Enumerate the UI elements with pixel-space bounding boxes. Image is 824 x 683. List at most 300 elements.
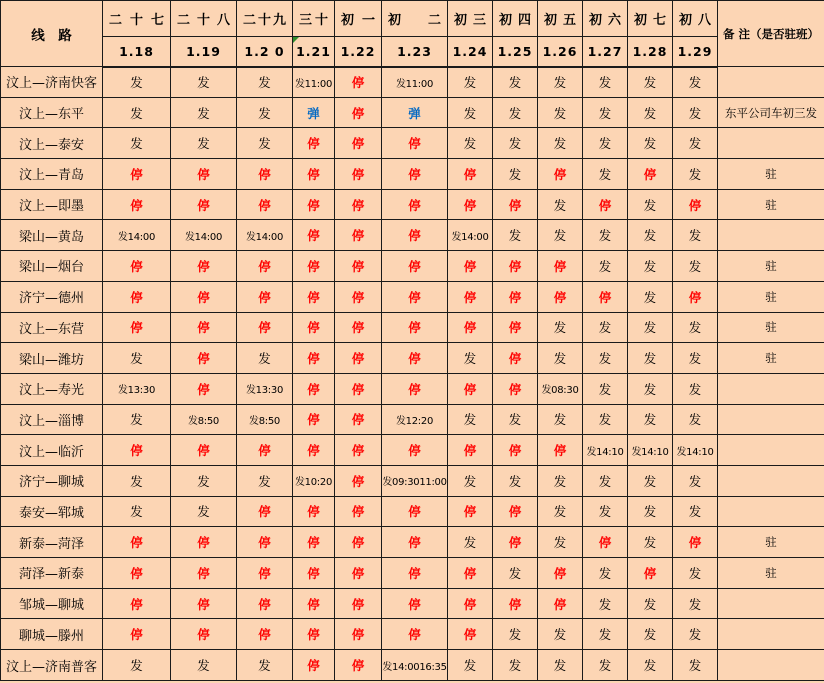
remark-cell[interactable]: 驻 xyxy=(718,251,824,282)
route-cell[interactable]: 汶上—寿光 xyxy=(1,373,103,404)
schedule-cell[interactable]: 停 xyxy=(335,435,382,466)
schedule-cell[interactable]: 发 xyxy=(673,373,718,404)
schedule-cell[interactable]: 停 xyxy=(448,159,493,190)
remark-cell[interactable] xyxy=(718,588,824,619)
schedule-cell[interactable]: 发11:00 xyxy=(293,67,335,98)
schedule-cell[interactable]: 停 xyxy=(335,404,382,435)
date-header-cell[interactable]: 1.22 xyxy=(335,37,382,67)
schedule-cell[interactable]: 发 xyxy=(171,67,237,98)
schedule-cell[interactable]: 停 xyxy=(448,435,493,466)
schedule-cell[interactable]: 停 xyxy=(171,312,237,343)
schedule-cell[interactable]: 停 xyxy=(448,496,493,527)
schedule-cell[interactable]: 发 xyxy=(673,619,718,650)
remark-cell[interactable] xyxy=(718,619,824,650)
schedule-cell[interactable]: 发 xyxy=(583,128,628,159)
schedule-cell[interactable]: 停 xyxy=(673,189,718,220)
schedule-cell[interactable]: 发 xyxy=(583,404,628,435)
remark-cell[interactable]: 东平公司车初三发 xyxy=(718,97,824,128)
schedule-cell[interactable]: 发 xyxy=(673,67,718,98)
day-header-cell[interactable]: 初八 xyxy=(673,1,718,37)
schedule-cell[interactable]: 停 xyxy=(382,373,448,404)
schedule-cell[interactable]: 发 xyxy=(103,404,171,435)
schedule-cell[interactable]: 停 xyxy=(335,251,382,282)
schedule-cell[interactable]: 停 xyxy=(335,558,382,589)
date-header-cell[interactable]: 1.27 xyxy=(583,37,628,67)
schedule-cell[interactable]: 发09:3011:00 xyxy=(382,465,448,496)
schedule-cell[interactable]: 发08:30 xyxy=(538,373,583,404)
schedule-cell[interactable]: 停 xyxy=(293,159,335,190)
schedule-cell[interactable]: 发 xyxy=(448,97,493,128)
schedule-cell[interactable]: 停 xyxy=(293,650,335,681)
schedule-cell[interactable]: 停 xyxy=(293,619,335,650)
schedule-cell[interactable]: 发12:20 xyxy=(382,404,448,435)
remark-cell[interactable]: 驻 xyxy=(718,343,824,374)
schedule-cell[interactable]: 停 xyxy=(382,220,448,251)
schedule-cell[interactable]: 发 xyxy=(538,312,583,343)
schedule-cell[interactable]: 停 xyxy=(448,619,493,650)
schedule-cell[interactable]: 发 xyxy=(538,527,583,558)
day-header-cell[interactable]: 初三 xyxy=(448,1,493,37)
schedule-cell[interactable]: 停 xyxy=(293,496,335,527)
schedule-cell[interactable]: 发 xyxy=(673,128,718,159)
route-cell[interactable]: 汶上—济南快客 xyxy=(1,67,103,98)
schedule-cell[interactable]: 停 xyxy=(673,527,718,558)
schedule-cell[interactable]: 停 xyxy=(335,159,382,190)
schedule-cell[interactable]: 发 xyxy=(538,343,583,374)
route-cell[interactable]: 汶上—青岛 xyxy=(1,159,103,190)
day-header-cell[interactable]: 初五 xyxy=(538,1,583,37)
route-cell[interactable]: 聊城—滕州 xyxy=(1,619,103,650)
schedule-cell[interactable]: 停 xyxy=(293,404,335,435)
schedule-cell[interactable]: 发 xyxy=(538,619,583,650)
schedule-cell[interactable]: 停 xyxy=(103,435,171,466)
schedule-cell[interactable]: 停 xyxy=(103,189,171,220)
schedule-cell[interactable]: 停 xyxy=(103,251,171,282)
schedule-cell[interactable]: 发 xyxy=(538,97,583,128)
schedule-cell[interactable]: 发 xyxy=(103,97,171,128)
schedule-cell[interactable]: 停 xyxy=(382,343,448,374)
schedule-cell[interactable]: 发 xyxy=(673,496,718,527)
schedule-cell[interactable]: 停 xyxy=(293,527,335,558)
route-cell[interactable]: 汶上—济南普客 xyxy=(1,650,103,681)
schedule-cell[interactable]: 发 xyxy=(583,588,628,619)
schedule-cell[interactable]: 停 xyxy=(335,97,382,128)
schedule-cell[interactable]: 发 xyxy=(673,97,718,128)
schedule-cell[interactable]: 发 xyxy=(237,343,293,374)
route-cell[interactable]: 新泰—菏泽 xyxy=(1,527,103,558)
schedule-cell[interactable]: 停 xyxy=(335,281,382,312)
schedule-cell[interactable]: 发 xyxy=(538,189,583,220)
schedule-cell[interactable]: 停 xyxy=(382,281,448,312)
schedule-cell[interactable]: 发13:30 xyxy=(103,373,171,404)
schedule-cell[interactable]: 停 xyxy=(382,435,448,466)
schedule-cell[interactable]: 发 xyxy=(628,251,673,282)
schedule-cell[interactable]: 发 xyxy=(583,619,628,650)
schedule-cell[interactable]: 发 xyxy=(628,650,673,681)
schedule-cell[interactable]: 停 xyxy=(171,373,237,404)
route-cell[interactable]: 济宁—聊城 xyxy=(1,465,103,496)
schedule-cell[interactable]: 停 xyxy=(382,588,448,619)
schedule-cell[interactable]: 停 xyxy=(293,281,335,312)
schedule-cell[interactable]: 发 xyxy=(538,404,583,435)
schedule-cell[interactable]: 发 xyxy=(493,220,538,251)
schedule-cell[interactable]: 停 xyxy=(448,251,493,282)
schedule-cell[interactable]: 发 xyxy=(448,128,493,159)
schedule-cell[interactable]: 停 xyxy=(673,281,718,312)
date-header-cell[interactable]: 1.29 xyxy=(673,37,718,67)
schedule-cell[interactable]: 发 xyxy=(628,67,673,98)
schedule-cell[interactable]: 停 xyxy=(382,312,448,343)
remark-cell[interactable] xyxy=(718,220,824,251)
schedule-cell[interactable]: 停 xyxy=(293,128,335,159)
schedule-cell[interactable]: 停 xyxy=(628,159,673,190)
schedule-cell[interactable]: 停 xyxy=(583,189,628,220)
date-header-cell[interactable]: 1.18 xyxy=(103,37,171,67)
schedule-cell[interactable]: 发 xyxy=(673,343,718,374)
schedule-cell[interactable]: 停 xyxy=(538,588,583,619)
schedule-cell[interactable]: 停 xyxy=(171,189,237,220)
schedule-cell[interactable]: 发 xyxy=(628,527,673,558)
schedule-cell[interactable]: 停 xyxy=(448,189,493,220)
schedule-cell[interactable]: 停 xyxy=(335,496,382,527)
schedule-cell[interactable]: 发 xyxy=(103,496,171,527)
date-header-cell[interactable]: 1.26 xyxy=(538,37,583,67)
schedule-cell[interactable]: 发 xyxy=(673,159,718,190)
remark-cell[interactable]: 驻 xyxy=(718,159,824,190)
schedule-cell[interactable]: 停 xyxy=(237,312,293,343)
schedule-cell[interactable]: 停 xyxy=(493,281,538,312)
schedule-cell[interactable]: 停 xyxy=(293,435,335,466)
schedule-cell[interactable]: 停 xyxy=(237,527,293,558)
schedule-cell[interactable]: 停 xyxy=(538,281,583,312)
schedule-cell[interactable]: 停 xyxy=(237,189,293,220)
schedule-cell[interactable]: 发 xyxy=(171,650,237,681)
schedule-cell[interactable]: 发 xyxy=(583,312,628,343)
schedule-cell[interactable]: 停 xyxy=(493,312,538,343)
remark-cell[interactable] xyxy=(718,128,824,159)
schedule-cell[interactable]: 发 xyxy=(538,496,583,527)
schedule-cell[interactable]: 发 xyxy=(583,465,628,496)
route-cell[interactable]: 梁山—黄岛 xyxy=(1,220,103,251)
schedule-cell[interactable]: 停 xyxy=(335,650,382,681)
day-header-cell[interactable]: 初四 xyxy=(493,1,538,37)
schedule-cell[interactable]: 发8:50 xyxy=(171,404,237,435)
day-header-cell[interactable]: 初二 xyxy=(382,1,448,37)
route-cell[interactable]: 汶上—临沂 xyxy=(1,435,103,466)
date-header-cell[interactable]: 1.24 xyxy=(448,37,493,67)
remark-cell[interactable] xyxy=(718,650,824,681)
schedule-cell[interactable]: 停 xyxy=(335,619,382,650)
schedule-cell[interactable]: 发 xyxy=(538,128,583,159)
schedule-cell[interactable]: 停 xyxy=(335,220,382,251)
route-cell[interactable]: 汶上—泰安 xyxy=(1,128,103,159)
schedule-cell[interactable]: 发 xyxy=(673,404,718,435)
route-cell[interactable]: 汶上—即墨 xyxy=(1,189,103,220)
schedule-cell[interactable]: 停 xyxy=(103,312,171,343)
schedule-cell[interactable]: 停 xyxy=(493,343,538,374)
schedule-cell[interactable]: 停 xyxy=(382,159,448,190)
day-header-cell[interactable]: 初七 xyxy=(628,1,673,37)
schedule-cell[interactable]: 停 xyxy=(448,373,493,404)
schedule-cell[interactable]: 发 xyxy=(448,343,493,374)
schedule-cell[interactable]: 停 xyxy=(493,373,538,404)
schedule-cell[interactable]: 停 xyxy=(237,251,293,282)
schedule-cell[interactable]: 停 xyxy=(293,251,335,282)
schedule-cell[interactable]: 停 xyxy=(583,527,628,558)
schedule-cell[interactable]: 发 xyxy=(628,404,673,435)
schedule-cell[interactable]: 发 xyxy=(628,343,673,374)
route-cell[interactable]: 汶上—淄博 xyxy=(1,404,103,435)
schedule-cell[interactable]: 发14:00 xyxy=(171,220,237,251)
schedule-cell[interactable]: 发 xyxy=(448,527,493,558)
schedule-cell[interactable]: 停 xyxy=(293,189,335,220)
schedule-cell[interactable]: 发 xyxy=(103,128,171,159)
schedule-cell[interactable]: 发13:30 xyxy=(237,373,293,404)
remark-cell[interactable] xyxy=(718,496,824,527)
remark-cell[interactable] xyxy=(718,404,824,435)
schedule-cell[interactable]: 发8:50 xyxy=(237,404,293,435)
schedule-cell[interactable]: 停 xyxy=(382,189,448,220)
remark-cell[interactable] xyxy=(718,465,824,496)
schedule-cell[interactable]: 发 xyxy=(673,251,718,282)
day-header-cell[interactable]: 三十 xyxy=(293,1,335,37)
schedule-cell[interactable]: 发 xyxy=(538,220,583,251)
schedule-cell[interactable]: 发 xyxy=(493,404,538,435)
day-header-cell[interactable]: 二十八 xyxy=(171,1,237,37)
schedule-cell[interactable]: 停 xyxy=(335,189,382,220)
schedule-cell[interactable]: 停 xyxy=(335,343,382,374)
schedule-cell[interactable]: 发 xyxy=(583,159,628,190)
schedule-cell[interactable]: 发14:00 xyxy=(448,220,493,251)
schedule-cell[interactable]: 停 xyxy=(171,281,237,312)
schedule-cell[interactable]: 发 xyxy=(673,312,718,343)
schedule-cell[interactable]: 停 xyxy=(382,619,448,650)
schedule-cell[interactable]: 发 xyxy=(493,619,538,650)
day-header-cell[interactable]: 二十七 xyxy=(103,1,171,37)
schedule-cell[interactable]: 发 xyxy=(171,128,237,159)
schedule-cell[interactable]: 发 xyxy=(583,220,628,251)
schedule-cell[interactable]: 停 xyxy=(171,435,237,466)
schedule-cell[interactable]: 发 xyxy=(493,159,538,190)
schedule-cell[interactable]: 发 xyxy=(628,312,673,343)
schedule-cell[interactable]: 停 xyxy=(237,619,293,650)
day-header-cell[interactable]: 初六 xyxy=(583,1,628,37)
schedule-cell[interactable]: 停 xyxy=(103,527,171,558)
schedule-cell[interactable]: 发14:00 xyxy=(237,220,293,251)
schedule-cell[interactable]: 停 xyxy=(103,619,171,650)
schedule-cell[interactable]: 停 xyxy=(335,465,382,496)
route-cell[interactable]: 泰安—郓城 xyxy=(1,496,103,527)
date-header-cell-with-comment-marker-icon[interactable]: 1.21 xyxy=(293,37,335,67)
schedule-cell[interactable]: 停 xyxy=(103,281,171,312)
schedule-cell[interactable]: 发 xyxy=(103,650,171,681)
schedule-cell[interactable]: 发 xyxy=(448,465,493,496)
day-header-cell[interactable]: 初一 xyxy=(335,1,382,37)
remark-cell[interactable]: 驻 xyxy=(718,312,824,343)
schedule-cell[interactable]: 停 xyxy=(293,220,335,251)
schedule-cell[interactable]: 发14:10 xyxy=(673,435,718,466)
route-cell[interactable]: 梁山—潍坊 xyxy=(1,343,103,374)
schedule-cell[interactable]: 发 xyxy=(673,465,718,496)
schedule-cell[interactable]: 发 xyxy=(493,558,538,589)
schedule-cell[interactable]: 弹 xyxy=(382,97,448,128)
schedule-cell[interactable]: 发 xyxy=(493,67,538,98)
schedule-cell[interactable]: 停 xyxy=(628,558,673,589)
remark-cell[interactable]: 驻 xyxy=(718,189,824,220)
schedule-cell[interactable]: 发 xyxy=(628,373,673,404)
schedule-cell[interactable]: 发 xyxy=(237,465,293,496)
day-header-cell[interactable]: 二十九 xyxy=(237,1,293,37)
remark-cell[interactable]: 驻 xyxy=(718,527,824,558)
route-cell[interactable]: 汶上—东营 xyxy=(1,312,103,343)
schedule-cell[interactable]: 停 xyxy=(335,128,382,159)
schedule-cell[interactable]: 发 xyxy=(448,404,493,435)
date-header-cell[interactable]: 1.28 xyxy=(628,37,673,67)
schedule-cell[interactable]: 发 xyxy=(628,496,673,527)
route-cell[interactable]: 济宁—德州 xyxy=(1,281,103,312)
schedule-cell[interactable]: 停 xyxy=(293,373,335,404)
schedule-cell[interactable]: 停 xyxy=(335,527,382,558)
schedule-cell[interactable]: 发 xyxy=(448,650,493,681)
schedule-cell[interactable]: 发 xyxy=(103,465,171,496)
schedule-cell[interactable]: 发14:10 xyxy=(583,435,628,466)
schedule-cell[interactable]: 发 xyxy=(237,97,293,128)
schedule-cell[interactable]: 发 xyxy=(171,97,237,128)
schedule-cell[interactable]: 停 xyxy=(538,558,583,589)
schedule-cell[interactable]: 停 xyxy=(237,281,293,312)
schedule-cell[interactable]: 发 xyxy=(583,67,628,98)
schedule-cell[interactable]: 停 xyxy=(171,343,237,374)
schedule-cell[interactable]: 停 xyxy=(293,312,335,343)
schedule-cell[interactable]: 发14:0016:35 xyxy=(382,650,448,681)
schedule-cell[interactable]: 发 xyxy=(583,97,628,128)
schedule-cell[interactable]: 发 xyxy=(237,67,293,98)
schedule-cell[interactable]: 停 xyxy=(237,588,293,619)
schedule-cell[interactable]: 停 xyxy=(583,281,628,312)
remark-cell[interactable] xyxy=(718,67,824,98)
schedule-cell[interactable]: 停 xyxy=(237,159,293,190)
schedule-cell[interactable]: 停 xyxy=(335,588,382,619)
route-cell[interactable]: 汶上—东平 xyxy=(1,97,103,128)
schedule-cell[interactable]: 发 xyxy=(171,465,237,496)
schedule-cell[interactable]: 发 xyxy=(583,373,628,404)
schedule-cell[interactable]: 停 xyxy=(493,496,538,527)
schedule-cell[interactable]: 停 xyxy=(448,588,493,619)
schedule-cell[interactable]: 停 xyxy=(382,527,448,558)
schedule-cell[interactable]: 发 xyxy=(628,465,673,496)
schedule-cell[interactable]: 停 xyxy=(171,588,237,619)
schedule-cell[interactable]: 停 xyxy=(382,558,448,589)
date-header-cell[interactable]: 1.25 xyxy=(493,37,538,67)
schedule-cell[interactable]: 发 xyxy=(673,588,718,619)
remark-cell[interactable] xyxy=(718,435,824,466)
schedule-cell[interactable]: 停 xyxy=(103,588,171,619)
schedule-cell[interactable]: 停 xyxy=(171,251,237,282)
route-cell[interactable]: 菏泽—新泰 xyxy=(1,558,103,589)
schedule-cell[interactable]: 停 xyxy=(335,67,382,98)
schedule-cell[interactable]: 停 xyxy=(103,558,171,589)
schedule-cell[interactable]: 发 xyxy=(448,67,493,98)
schedule-cell[interactable]: 发 xyxy=(628,189,673,220)
schedule-cell[interactable]: 发 xyxy=(538,465,583,496)
date-header-cell[interactable]: 1.2 0 xyxy=(237,37,293,67)
schedule-cell[interactable]: 发 xyxy=(171,496,237,527)
schedule-cell[interactable]: 停 xyxy=(237,496,293,527)
schedule-cell[interactable]: 停 xyxy=(493,251,538,282)
schedule-cell[interactable]: 发14:00 xyxy=(103,220,171,251)
schedule-cell[interactable]: 停 xyxy=(293,558,335,589)
route-cell[interactable]: 梁山—烟台 xyxy=(1,251,103,282)
schedule-cell[interactable]: 停 xyxy=(382,251,448,282)
schedule-cell[interactable]: 发 xyxy=(493,465,538,496)
schedule-cell[interactable]: 停 xyxy=(493,189,538,220)
schedule-cell[interactable]: 发 xyxy=(628,97,673,128)
schedule-cell[interactable]: 发 xyxy=(673,220,718,251)
schedule-cell[interactable]: 发 xyxy=(103,343,171,374)
schedule-cell[interactable]: 停 xyxy=(382,128,448,159)
schedule-cell[interactable]: 发 xyxy=(493,97,538,128)
schedule-cell[interactable]: 弹 xyxy=(293,97,335,128)
schedule-cell[interactable]: 停 xyxy=(538,251,583,282)
schedule-cell[interactable]: 发 xyxy=(583,343,628,374)
schedule-cell[interactable]: 发 xyxy=(628,588,673,619)
schedule-cell[interactable]: 发 xyxy=(237,128,293,159)
schedule-cell[interactable]: 停 xyxy=(171,558,237,589)
schedule-cell[interactable]: 发 xyxy=(583,650,628,681)
route-cell[interactable]: 邹城—聊城 xyxy=(1,588,103,619)
schedule-cell[interactable]: 发 xyxy=(628,128,673,159)
schedule-cell[interactable]: 发 xyxy=(538,650,583,681)
schedule-cell[interactable]: 发 xyxy=(628,220,673,251)
schedule-cell[interactable]: 发 xyxy=(673,558,718,589)
schedule-cell[interactable]: 发 xyxy=(628,281,673,312)
schedule-cell[interactable]: 发 xyxy=(538,67,583,98)
schedule-cell[interactable]: 发14:10 xyxy=(628,435,673,466)
date-header-cell[interactable]: 1.19 xyxy=(171,37,237,67)
schedule-cell[interactable]: 停 xyxy=(493,435,538,466)
schedule-cell[interactable]: 停 xyxy=(335,312,382,343)
schedule-cell[interactable]: 停 xyxy=(538,159,583,190)
remark-cell[interactable] xyxy=(718,373,824,404)
schedule-cell[interactable]: 发 xyxy=(493,650,538,681)
schedule-cell[interactable]: 停 xyxy=(237,558,293,589)
schedule-cell[interactable]: 发 xyxy=(583,251,628,282)
schedule-cell[interactable]: 停 xyxy=(493,527,538,558)
schedule-cell[interactable]: 停 xyxy=(171,619,237,650)
remark-cell[interactable]: 驻 xyxy=(718,558,824,589)
schedule-cell[interactable]: 停 xyxy=(103,159,171,190)
schedule-cell[interactable]: 发11:00 xyxy=(382,67,448,98)
schedule-cell[interactable]: 发 xyxy=(237,650,293,681)
schedule-cell[interactable]: 停 xyxy=(335,373,382,404)
schedule-cell[interactable]: 停 xyxy=(293,343,335,374)
schedule-cell[interactable]: 发 xyxy=(493,128,538,159)
remark-header-cell[interactable]: 备 注（是否驻班） xyxy=(718,1,824,67)
schedule-cell[interactable]: 停 xyxy=(493,588,538,619)
schedule-cell[interactable]: 停 xyxy=(171,159,237,190)
schedule-cell[interactable]: 停 xyxy=(293,588,335,619)
schedule-cell[interactable]: 发10:20 xyxy=(293,465,335,496)
schedule-cell[interactable]: 停 xyxy=(448,312,493,343)
remark-cell[interactable]: 驻 xyxy=(718,281,824,312)
schedule-cell[interactable]: 发 xyxy=(583,496,628,527)
schedule-cell[interactable]: 停 xyxy=(171,527,237,558)
date-header-cell[interactable]: 1.23 xyxy=(382,37,448,67)
schedule-cell[interactable]: 发 xyxy=(103,67,171,98)
schedule-cell[interactable]: 发 xyxy=(628,619,673,650)
schedule-cell[interactable]: 发 xyxy=(583,558,628,589)
schedule-cell[interactable]: 停 xyxy=(237,435,293,466)
